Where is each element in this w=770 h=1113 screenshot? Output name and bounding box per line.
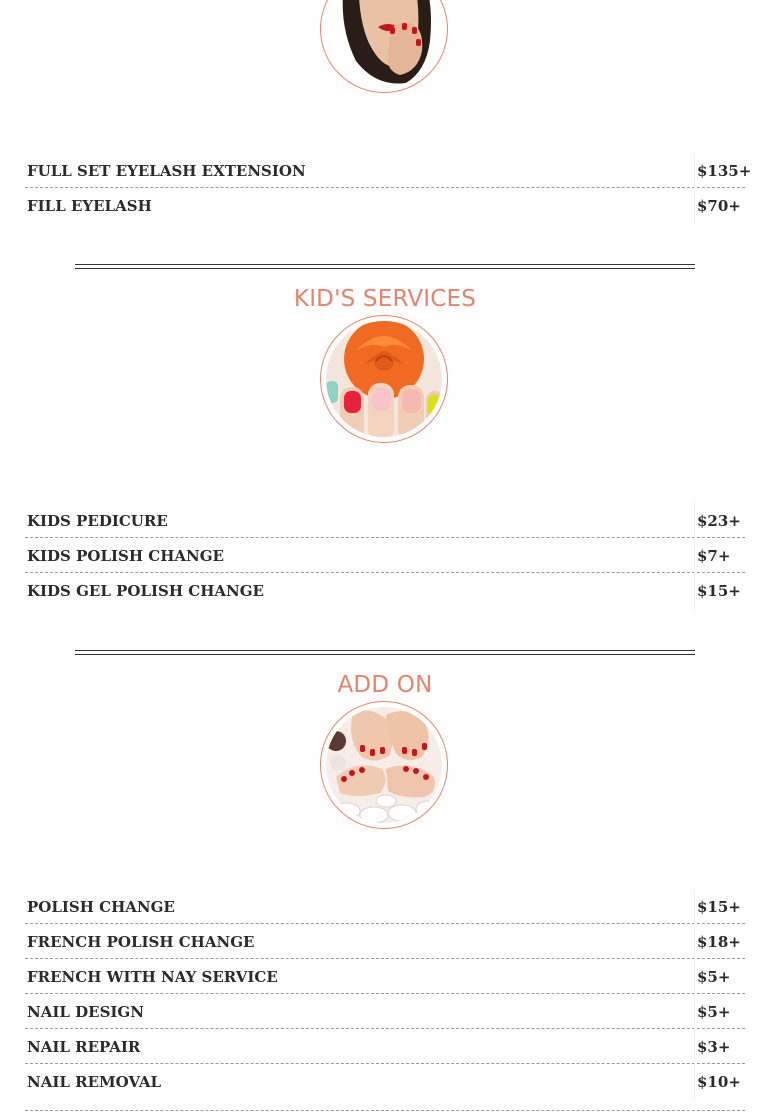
service-name: FULL SET EYELASH EXTENSION	[27, 162, 306, 180]
service-name: KIDS PEDICURE	[27, 512, 168, 530]
service-name: NAIL DESIGN	[27, 1003, 144, 1021]
kids-photo	[320, 315, 448, 443]
service-name: POLISH CHANGE	[27, 898, 175, 916]
list-bottom-separator	[25, 1110, 745, 1111]
section-divider	[75, 264, 695, 269]
service-price: $15+	[697, 898, 741, 916]
price-column-divider	[694, 994, 695, 1029]
service-row	[25, 188, 745, 223]
service-row	[25, 959, 745, 994]
addon-photo	[320, 701, 448, 829]
service-price: $7+	[697, 547, 731, 565]
service-row	[25, 538, 745, 573]
service-row	[25, 153, 752, 188]
price-column-divider	[694, 188, 695, 224]
eyelash-photo	[320, 0, 448, 93]
price-column-divider	[694, 959, 695, 994]
service-name: FRENCH POLISH CHANGE	[27, 933, 255, 951]
eyelash-service-list	[25, 153, 752, 223]
service-price: $5+	[697, 1003, 731, 1021]
service-name: NAIL REPAIR	[27, 1038, 141, 1056]
price-column-divider	[694, 1029, 695, 1064]
price-column-divider	[694, 538, 695, 573]
service-row	[25, 994, 745, 1029]
service-name: FRENCH WITH NAY SERVICE	[27, 968, 278, 986]
hands-and-feet-photo-icon	[326, 707, 442, 823]
service-price: $15+	[697, 582, 741, 600]
price-column-divider	[694, 503, 695, 538]
price-column-divider	[694, 573, 695, 609]
service-row	[25, 889, 745, 924]
service-price: $18+	[697, 933, 741, 951]
service-name: KIDS GEL POLISH CHANGE	[27, 582, 264, 600]
service-name: NAIL REMOVAL	[27, 1073, 162, 1091]
service-row	[25, 573, 745, 608]
price-column-divider	[694, 1064, 695, 1100]
woman-face-photo-icon	[326, 0, 442, 87]
section-divider	[75, 650, 695, 655]
rose-and-nails-photo-icon	[326, 321, 442, 437]
service-row	[25, 503, 745, 538]
service-price: $10+	[697, 1073, 741, 1091]
kids-section-title: KID'S SERVICES	[293, 286, 477, 312]
service-price: $70+	[697, 197, 741, 215]
price-column-divider	[694, 153, 695, 188]
service-price: $23+	[697, 512, 741, 530]
kids-service-list	[25, 503, 745, 608]
service-price: $135+	[697, 162, 752, 180]
price-column-divider	[694, 924, 695, 959]
price-column-divider	[694, 889, 695, 924]
addon-section-title: ADD ON	[337, 672, 433, 698]
service-name: KIDS POLISH CHANGE	[27, 547, 224, 565]
service-row	[25, 1064, 745, 1099]
service-price: $5+	[697, 968, 731, 986]
service-name: FILL EYELASH	[27, 197, 152, 215]
service-row	[25, 1029, 745, 1064]
addon-service-list	[25, 889, 745, 1099]
service-price: $3+	[697, 1038, 731, 1056]
service-row	[25, 924, 745, 959]
